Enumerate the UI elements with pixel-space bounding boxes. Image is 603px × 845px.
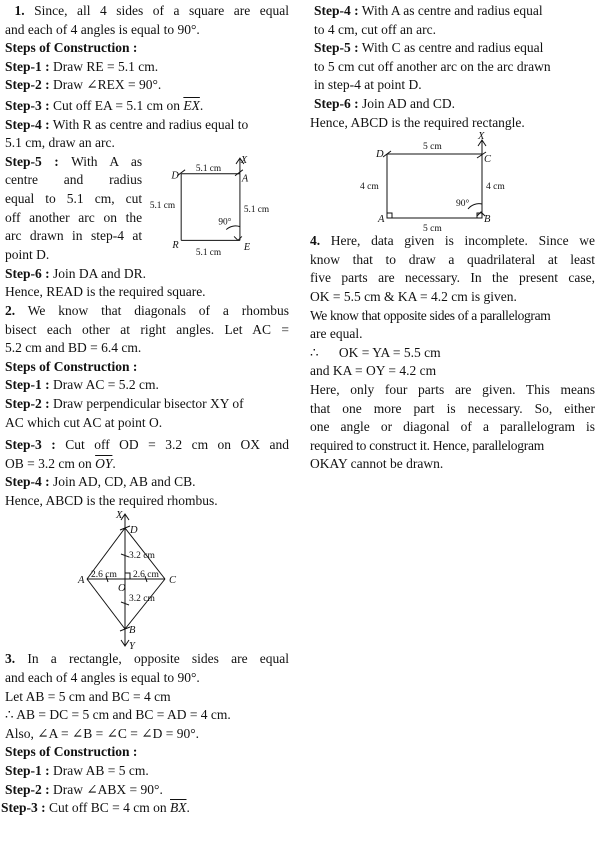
q2-step-2-cont: AC which cut AC at point O. (5, 414, 163, 430)
q3-step-5: Step-5 : With C as centre and radius equal (314, 40, 544, 56)
rect-right-label: 4 cm (486, 182, 505, 193)
q2-step-2: Step-2 : Draw perpendicular bisector XY of (5, 395, 244, 411)
q1-step-6: Step-6 : Join DA and DR. (5, 265, 147, 281)
rhombus-ob-label: 3.2 cm (129, 594, 155, 605)
q4-line-13: OKAY cannot be drawn. (310, 456, 444, 472)
rhombus-point-o: O (118, 583, 126, 595)
left-column (1, 2, 290, 818)
q2-step-3-cont: OB = 3.2 cm on $\overline{OY}$. (5, 455, 116, 471)
q1-step-1: Step-1 : Draw RE = 5.1 cm. (5, 58, 159, 74)
q2-intro-line-1: 2. We know that diagonals of a rhombus (5, 302, 290, 318)
q4-line-8: and KA = OY = 4.2 cm (310, 363, 437, 379)
q1-step-4: Step-4 : With R as centre and radius equal to (5, 116, 249, 132)
rect-point-a: A (378, 214, 385, 226)
rect-point-c: C (484, 154, 492, 166)
q4-line-5: We know that opposite sides of a parallelogram (310, 307, 551, 323)
square-point-d: D (171, 170, 179, 182)
q2-steps-heading: Steps of Construction : (5, 358, 138, 374)
square-right-label: 5.1 cm (243, 204, 270, 215)
q2-step-3: Step-3 : Cut off OD = 3.2 cm on OX and (5, 437, 290, 453)
rect-point-x: X (478, 132, 485, 143)
rhombus-ao-label: 2.6 cm (91, 570, 117, 581)
q1-step-3: Step-3 : Cut off EA = 5.1 cm on $\overline{EX}$. (5, 97, 204, 113)
q4-line-10: that one more part is necessary. So, either (310, 400, 595, 416)
q1-step-5-l4: off another arc on the (5, 209, 143, 225)
q3-intro-line-4: ∴ AB = DC = 5 cm and BC = AD = 4 cm. (5, 707, 231, 723)
q3-step-4-cont: to 4 cm, cut off an arc. (314, 21, 436, 37)
q4-line-1: 4. Here, data given is incomplete. Since we (310, 233, 595, 249)
square-left-label: 5.1 cm (149, 200, 176, 211)
q1-step-5-l6: point D. (5, 246, 50, 262)
rect-left-label: 4 cm (360, 182, 379, 193)
q1-step-5: Step-5 : With A as (5, 153, 143, 169)
q1-intro-line-2: and each of 4 angles is equal to 90°. (5, 21, 200, 37)
rectangle-figure (310, 132, 595, 232)
q2-hence: Hence, ABCD is the required rhombus. (5, 492, 218, 508)
rhombus-point-d: D (130, 525, 138, 537)
rhombus-point-x: X (116, 510, 123, 522)
q3-intro-line-1: 3. In a rectangle, opposite sides are equal (5, 651, 290, 667)
q3-step-5-cont-2: in step-4 at point D. (314, 77, 422, 93)
q1-step-5-l5: arc drawn in step-4 at (5, 228, 143, 244)
q4-line-2: know that to draw a quadrilateral at least (310, 251, 595, 267)
q4-line-11: one angle or diagonal of a parallelogram is (310, 419, 595, 435)
rhombus-od-label: 3.2 cm (129, 551, 155, 562)
square-bottom-label: 5.1 cm (195, 247, 222, 258)
q2-intro-line-3: 5.2 cm and BD = 6.4 cm. (5, 340, 142, 356)
q1-steps-heading: Steps of Construction : (5, 40, 138, 56)
q1-step-2: Step-2 : Draw ∠REX = 90°. (5, 77, 162, 93)
square-figure (142, 153, 289, 265)
rhombus-point-b: B (129, 625, 136, 637)
q1-step-5-l3: equal to 5.1 cm, cut (5, 190, 143, 206)
q3-intro-line-5: Also, ∠A = ∠B = ∠C = ∠D = 90°. (5, 725, 199, 741)
rect-top-label: 5 cm (423, 142, 442, 153)
q1-step-5-block (5, 153, 289, 265)
q4-line-3: five parts are necessary. In the present case, (310, 270, 595, 286)
q2-step-4: Step-4 : Join AD, CD, AB and CB. (5, 474, 196, 490)
q2-intro-line-2: bisect each other at right angles. Let AC = (5, 321, 289, 337)
q4-line-12: required to construct it. Hence, parallelogram (310, 437, 545, 453)
square-top-label: 5.1 cm (195, 163, 222, 174)
rhombus-figure (5, 510, 289, 650)
rhombus-point-c: C (169, 575, 177, 587)
square-point-x: X (241, 154, 248, 166)
rhombus-oc-label: 2.6 cm (133, 570, 159, 581)
rect-point-b: B (484, 214, 491, 226)
rhombus-point-a: A (78, 575, 85, 587)
square-point-r: R (172, 239, 179, 251)
square-point-a: A (241, 173, 249, 185)
q4-line-4: OK = 5.5 cm & KA = 4.2 cm is given. (310, 288, 517, 304)
q3-steps-heading: Steps of Construction : (5, 744, 138, 760)
right-column (310, 2, 595, 474)
q3-hence: Hence, ABCD is the required rectangle. (310, 114, 525, 130)
rect-bottom-label: 5 cm (423, 224, 442, 233)
q4-line-7: ∴ OK = YA = 5.5 cm (310, 344, 441, 360)
q4-line-6: are equal. (310, 326, 363, 342)
square-angle-label: 90° (218, 217, 232, 228)
q3-step-4: Step-4 : With A as centre and radius equal (314, 3, 543, 18)
q3-step-1: Step-1 : Draw AB = 5 cm. (5, 763, 149, 779)
square-point-e: E (243, 241, 251, 253)
rect-point-d: D (376, 149, 384, 161)
q3-intro-line-2: and each of 4 angles is equal to 90°. (5, 670, 200, 686)
rect-angle-label: 90° (456, 199, 470, 210)
q1-step-5-l2: centre and radius (5, 172, 143, 188)
q3-step-3: Step-3 : Cut off BC = 4 cm on $\overline{BX}$. (1, 800, 190, 816)
q1-step-4-cont: 5.1 cm, draw an arc. (5, 135, 115, 151)
q4-line-9: Here, only four parts are given. This means (310, 381, 595, 397)
q1-intro-line-1: 1. Since, all 4 sides of a square are equal (14, 3, 290, 18)
rhombus-point-y: Y (129, 641, 135, 651)
q2-step-1: Step-1 : Draw AC = 5.2 cm. (5, 377, 159, 393)
q3-step-5-cont: to 5 cm cut off another arc on the arc drawn (314, 58, 551, 74)
q3-step-6: Step-6 : Join AD and CD. (314, 95, 456, 111)
q1-hence: Hence, READ is the required square. (5, 284, 206, 300)
q3-step-2: Step-2 : Draw ∠ABX = 90°. (5, 781, 163, 797)
q3-intro-line-3: Let AB = 5 cm and BC = 4 cm (5, 688, 171, 704)
